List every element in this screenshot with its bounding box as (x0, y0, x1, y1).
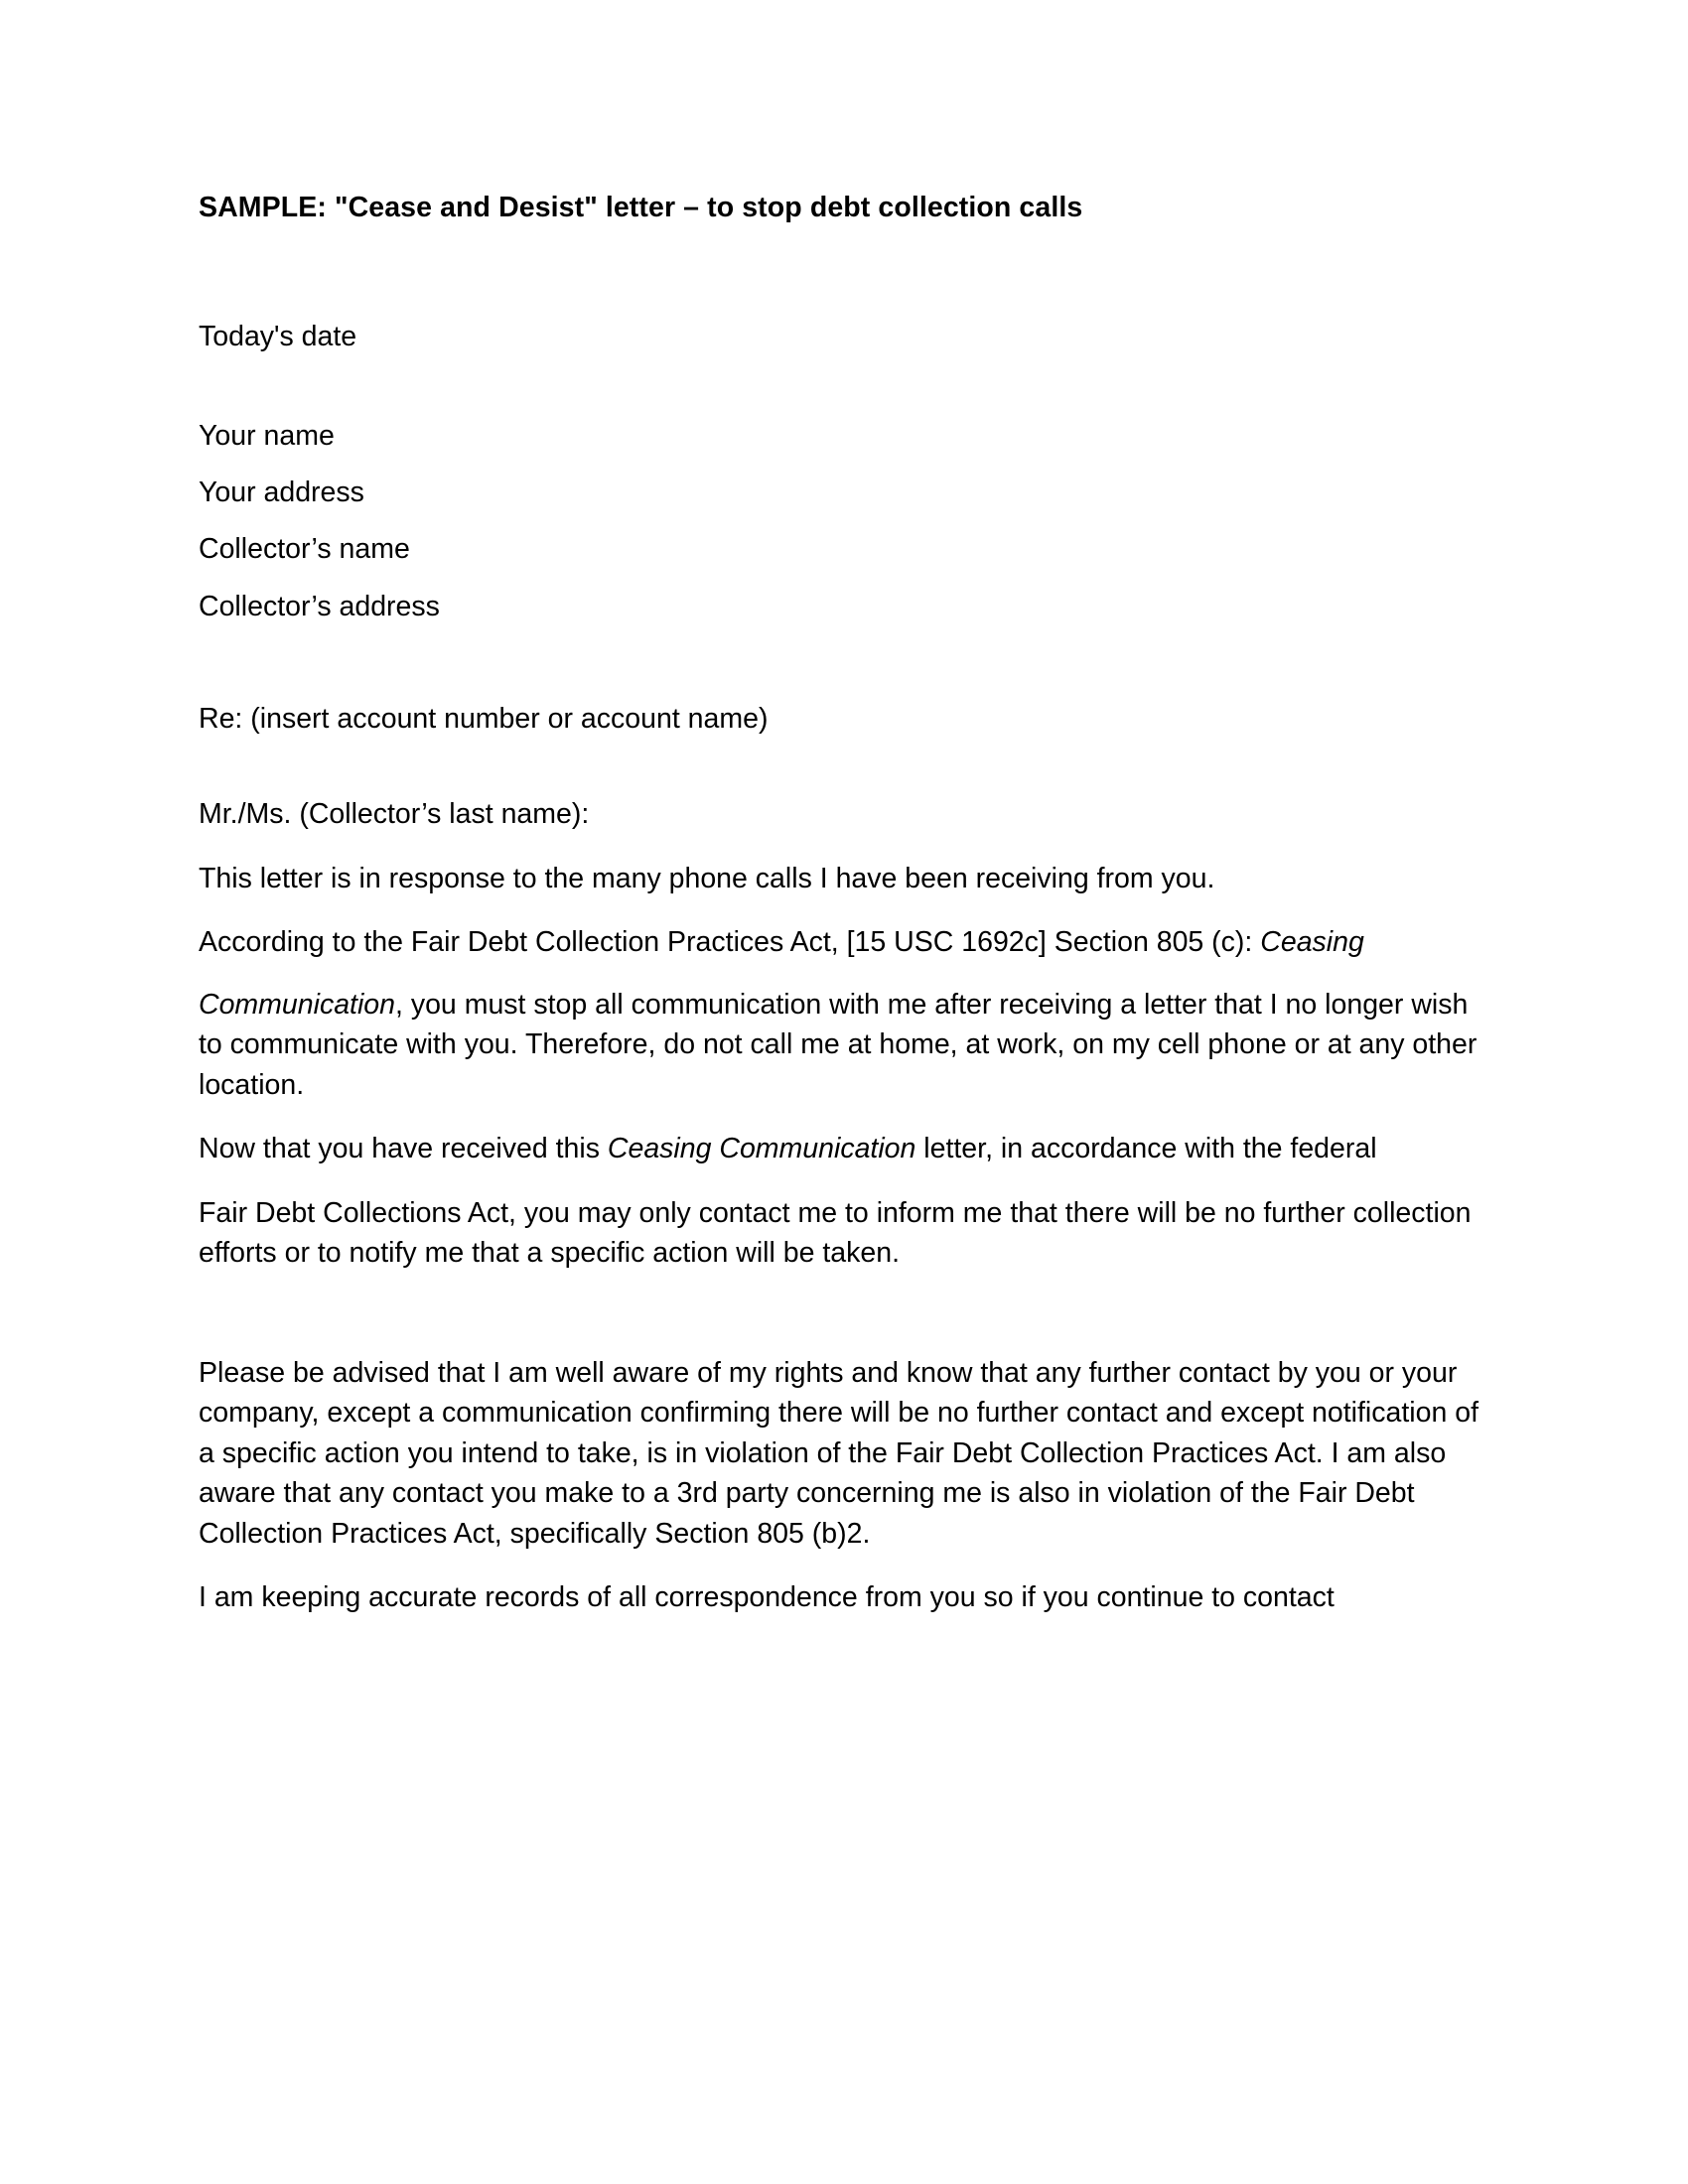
salutation-line: Mr./Ms. (Collector’s last name): (199, 798, 590, 831)
body-paragraph-3 (199, 1129, 1479, 1168)
sender-name-line: Your name (199, 419, 335, 452)
body-paragraph-2-head (199, 922, 1479, 962)
body-paragraph-4: Fair Debt Collections Act, you may only contact me to inform me that there will be no further collection efforts or to notify me that a specific action will be taken. (199, 1196, 1472, 1270)
body-paragraph-1: This letter is in response to the many phone calls I have been receiving from you. (199, 862, 1215, 894)
body-paragraph-2-lead-text: According to the Fair Debt Collection Practices Act, [15 USC 1692c] Section 805 (c): (199, 926, 1261, 959)
recipient-address-line: Collector’s address (199, 590, 440, 622)
document-body (199, 189, 1479, 1641)
date-line: Today's date (199, 321, 357, 353)
body-paragraph-2-rest-text: , you must stop all communication with me after receiving a letter that I no longer wish to communicate with you. Therefore, do not call me at home, at work, on my cell phone or at any other location. (199, 988, 1477, 1101)
page-title: SAMPLE: "Cease and Desist" letter – to stop debt collection calls (199, 192, 1083, 223)
body-paragraph-3-rest-text: letter, in accordance with the federal (915, 1133, 1377, 1165)
spacer-after-date (199, 357, 1479, 417)
spacer-before-subject (199, 644, 1479, 700)
act-section-title-part2: Communication (199, 988, 395, 1021)
subject-line: Re: (insert account number or account name) (199, 703, 769, 736)
body-paragraph-3-lead-text: Now that you have received this (199, 1133, 608, 1165)
act-section-title-part1: Ceasing (1260, 926, 1364, 959)
recipient-name-line: Collector’s name (199, 533, 410, 566)
ceasing-communication-italic: Ceasing Communication (607, 1133, 916, 1165)
body-paragraph-5: Please be advised that I am well aware of my rights and know that any further contact by you or your company, except a communication confirming there will be no further contact and except notification of a specific action you intend to take, is in violation of the Fair Debt Collection Practices Act. I am also aware that any contact you make to a 3rd party concerning me is also in violation of the Fair Debt Collection Practices Act, specifically Section 805 (b)2. (199, 1356, 1478, 1550)
sender-address-line: Your address (199, 477, 364, 509)
spacer-inside-paragraph-2 (199, 963, 1479, 985)
body-paragraph-2-tail (199, 985, 1479, 1105)
spacer-after-title (199, 226, 1479, 318)
body-paragraph-6: I am keeping accurate records of all correspondence from you so if you continue to contact (199, 1581, 1335, 1613)
spacer-before-salutation (199, 739, 1479, 794)
